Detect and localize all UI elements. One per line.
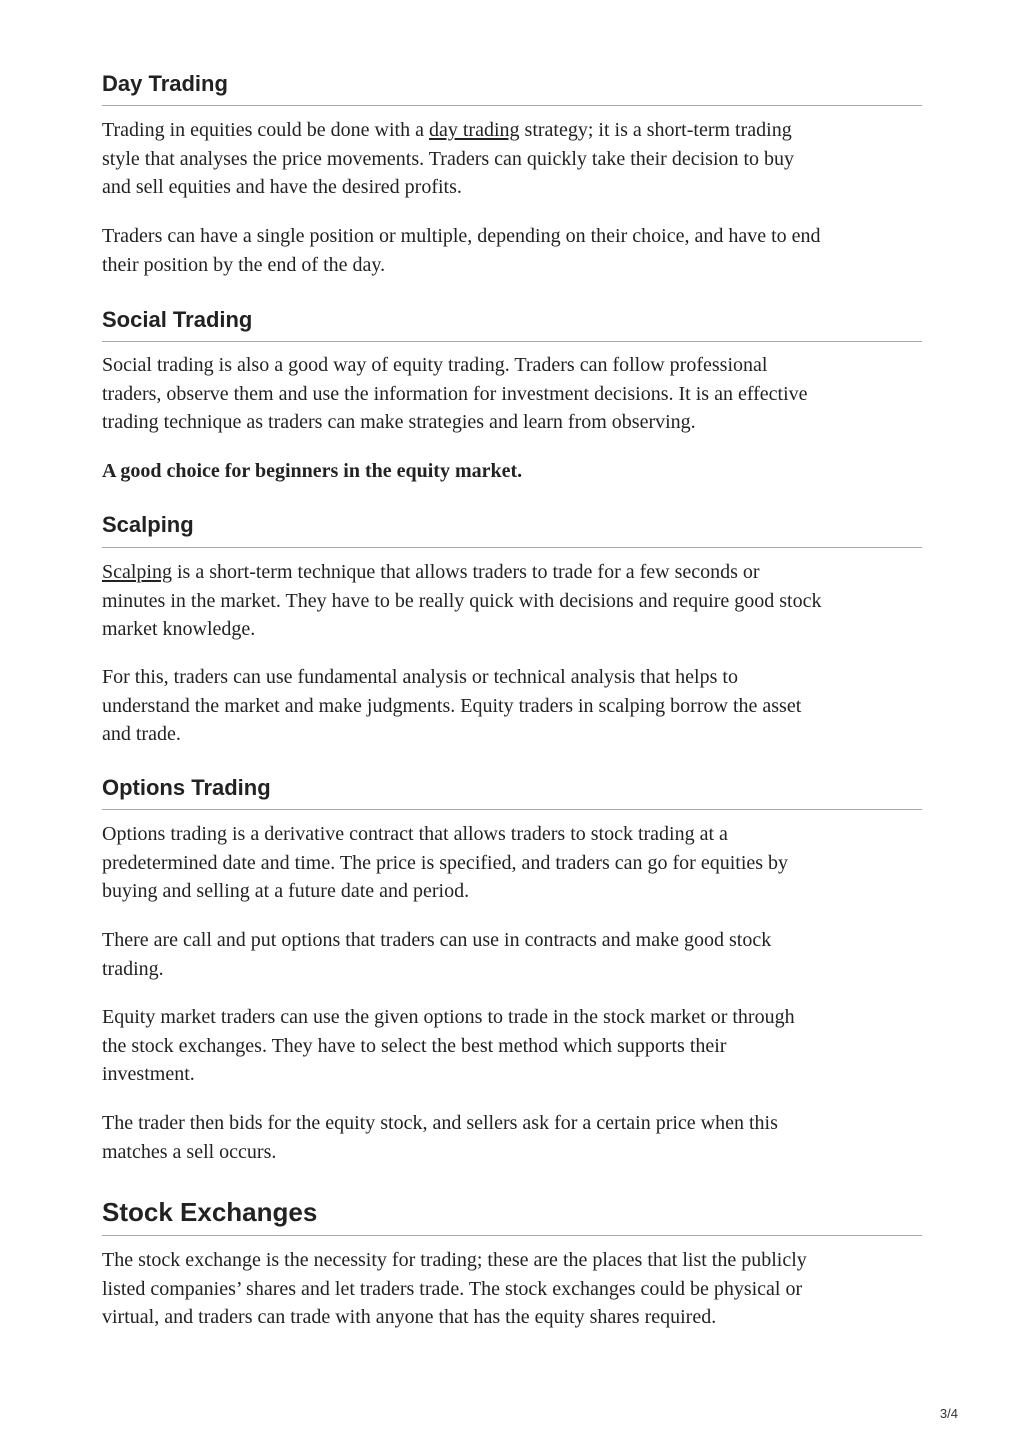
paragraph [102, 116, 927, 202]
page-number: 3/4 [939, 1406, 958, 1421]
paragraph [102, 820, 927, 906]
paragraph-line: buying and selling at a future date and period. [102, 880, 470, 902]
paragraph [102, 351, 927, 437]
heading-day-trading: Day Trading [102, 71, 228, 96]
paragraph-line: matches a sell occurs. [102, 1140, 277, 1163]
heading-divider [102, 341, 922, 342]
paragraph-line: understand the market and make judgments. Equity traders in scalping borrow the asset [102, 694, 802, 717]
paragraph-line: There are call and put options that traders can use in contracts and make good stock [102, 929, 772, 951]
paragraph-line: style that analyses the price movements. Traders can quickly take their decision to buy [102, 147, 795, 170]
paragraph [102, 1003, 927, 1089]
text-span: Trading in equities could be done with a [102, 119, 429, 141]
heading-divider [102, 547, 922, 548]
heading-divider [102, 105, 922, 106]
paragraph-line: investment. [102, 1063, 195, 1085]
paragraph-line: traders, observe them and use the information for investment decisions. It is an effective [102, 382, 808, 405]
paragraph-line: virtual, and traders can trade with anyone that has the equity shares required. [102, 1306, 717, 1328]
bold-callout [102, 457, 927, 486]
paragraph-line: Options trading is a derivative contract that allows traders to stock trading at a [102, 823, 728, 845]
paragraph [102, 1246, 927, 1332]
text-span: strategy; it is a short-term trading [519, 119, 792, 141]
paragraph [102, 926, 927, 983]
paragraph-line: their position by the end of the day. [102, 253, 386, 276]
heading-scalping: Scalping [102, 512, 194, 537]
paragraph-line [102, 558, 927, 587]
paragraph-line: trading. [102, 957, 164, 980]
paragraph-line [102, 116, 927, 145]
scalping-link[interactable]: Scalping [102, 561, 172, 583]
paragraph-line: trading technique as traders can make strategies and learn from observing. [102, 411, 696, 433]
paragraph [102, 222, 927, 279]
paragraph-line: Equity market traders can use the given options to trade in the stock market or through [102, 1006, 795, 1028]
paragraph-line: The trader then bids for the equity stock, and sellers ask for a certain price when this [102, 1112, 778, 1134]
paragraph-line: A good choice for beginners in the equity market. [102, 460, 523, 482]
paragraph-line: market knowledge. [102, 618, 256, 640]
paragraph-line: The stock exchange is the necessity for trading; these are the places that list the publicly [102, 1249, 807, 1271]
paragraph-line: Social trading is also a good way of equity trading. Traders can follow professional [102, 354, 768, 376]
paragraph-line: minutes in the market. They have to be really quick with decisions and require good stock [102, 589, 822, 612]
day-trading-link[interactable]: day trading [429, 119, 520, 141]
heading-divider [102, 1235, 922, 1236]
paragraph [102, 1109, 927, 1166]
paragraph-line: Traders can have a single position or multiple, depending on their choice, and have to end [102, 225, 821, 247]
paragraph-line: and sell equities and have the desired profits. [102, 176, 462, 198]
paragraph-line: the stock exchanges. They have to select the best method which supports their [102, 1034, 727, 1057]
heading-options-trading: Options Trading [102, 775, 271, 800]
paragraph-line: predetermined date and time. The price is specified, and traders can go for equities by [102, 851, 789, 874]
heading-divider [102, 809, 922, 810]
heading-stock-exchanges: Stock Exchanges [102, 1197, 318, 1227]
paragraph-line: and trade. [102, 723, 181, 745]
paragraph-line: For this, traders can use fundamental analysis or technical analysis that helps to [102, 666, 738, 688]
paragraph [102, 663, 927, 749]
paragraph [102, 558, 927, 644]
paragraph-line: listed companies’ shares and let traders trade. The stock exchanges could be physical or [102, 1277, 803, 1300]
heading-social-trading: Social Trading [102, 307, 253, 332]
text-span: is a short-term technique that allows traders to trade for a few seconds or [172, 561, 760, 583]
